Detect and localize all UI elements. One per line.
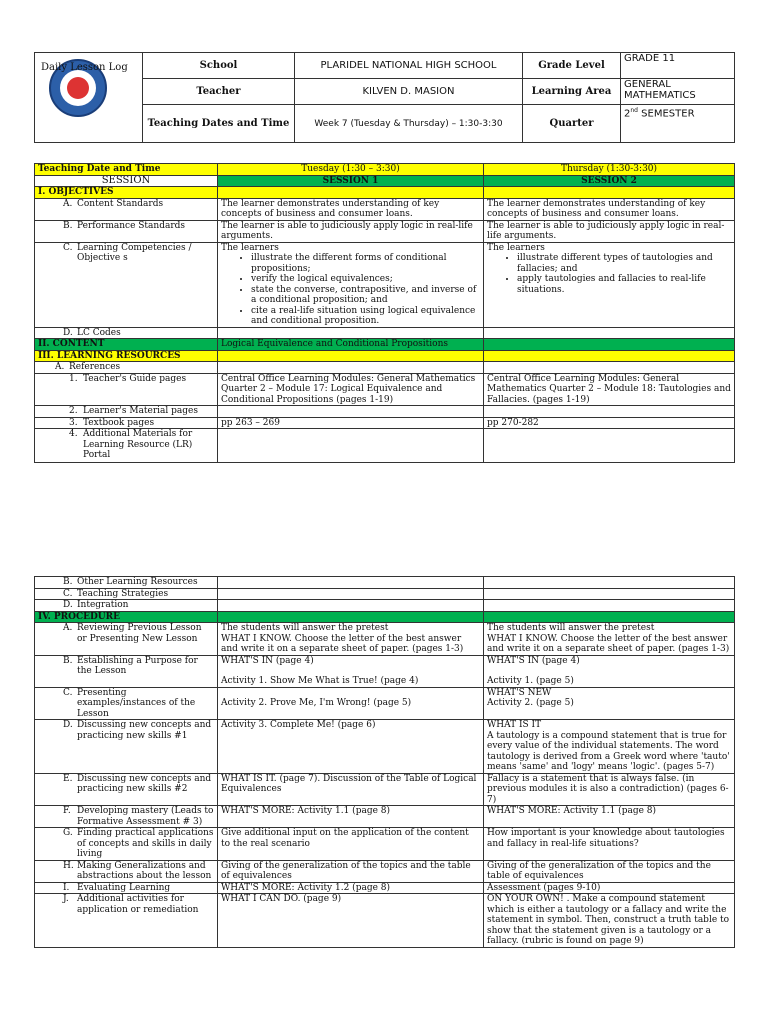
competency-item: • cite a real-life situation using logical equivalence and conditional proposition. — [251, 306, 480, 327]
additional-materials-label: 4. Additional Materials for Learning Resource (LR) Portal — [35, 429, 218, 463]
procedure-session-1-cell: Activity 2. Prove Me, I'm Wrong! (page 5) — [218, 687, 484, 720]
session-2-header: SESSION 2 — [484, 175, 735, 187]
procedure-session-2-cell: Assessment (pages 9-10) — [484, 882, 735, 894]
procedure-session-2-cell: The students will answer the pretest WHAT I KNOW. Choose the letter of the best answer and write it on a separate sheet of paper. (pages 1-3) — [484, 623, 735, 656]
procedure-session-1-cell: WHAT'S MORE: Activity 1.1 (page 8) — [218, 806, 484, 828]
other-resources-label: B. Other Learning Resources — [35, 577, 218, 589]
grade-value: GRADE 11 — [621, 53, 735, 79]
procedure-step-label: A. Reviewing Previous Lesson or Presenting New Lesson — [35, 623, 218, 656]
procedure-session-1-cell: Activity 3. Complete Me! (page 6) — [218, 720, 484, 774]
procedure-step-label: C. Presenting examples/instances of the Lesson — [35, 687, 218, 720]
content-standards-s1: The learner demonstrates understanding of key concepts of business and consumer loans. — [218, 198, 484, 220]
lm-pages-label: 2. Learner's Material pages — [35, 406, 218, 418]
procedure-row — [35, 687, 735, 720]
content-heading: II. CONTENT — [35, 339, 218, 351]
lc-codes-label: D. LC Codes — [35, 327, 218, 339]
content-value: Logical Equivalence and Conditional Propositions — [218, 339, 484, 351]
integration-label: D. Integration — [35, 600, 218, 612]
competency-item: • illustrate the different forms of conditional propositions; — [251, 253, 480, 274]
procedure-row — [35, 828, 735, 861]
tg-pages-label: 1. Teacher's Guide pages — [35, 373, 218, 406]
procedure-step-label: E. Discussing new concepts and practicing new skills #2 — [35, 773, 218, 806]
strategies-label: C. Teaching Strategies — [35, 588, 218, 600]
procedure-session-1-cell: Give additional input on the application of the content to the real scenario — [218, 828, 484, 861]
procedure-step-label: I. Evaluating Learning — [35, 882, 218, 894]
procedure-step-label: F. Developing mastery (Leads to Formative Assessment # 3) — [35, 806, 218, 828]
document-title: Daily Lesson Log — [41, 62, 128, 73]
procedure-step-label: D. Discussing new concepts and practicing new skills #1 — [35, 720, 218, 774]
procedure-session-1-cell: The students will answer the pretest WHAT I KNOW. Choose the letter of the best answer and write it on a separate sheet of paper. (pages 1-3) — [218, 623, 484, 656]
date-time-label: Teaching Date and Time — [35, 164, 218, 176]
procedure-row — [35, 806, 735, 828]
procedure-session-2-cell: WHAT'S IN (page 4) Activity 1. (page 5) — [484, 655, 735, 687]
competency-item: • state the converse, contrapositive, and inverse of a conditional proposition; and — [251, 285, 480, 306]
lesson-table-bottom — [34, 576, 735, 948]
competencies-label: C. Learning Competencies / Objective s — [35, 242, 218, 327]
content-standards-s2: The learner demonstrates understanding of key concepts of business and consumer loans. — [484, 198, 735, 220]
procedure-row — [35, 623, 735, 656]
school-value: PLARIDEL NATIONAL HIGH SCHOOL — [295, 53, 523, 79]
objectives-heading: I. OBJECTIVES — [35, 187, 218, 199]
procedure-step-label: B. Establishing a Purpose for the Lesson — [35, 655, 218, 687]
tuesday-date: Tuesday (1:30 – 3:30) — [218, 164, 484, 176]
school-label: School — [143, 53, 295, 79]
quarter-label: Quarter — [523, 105, 621, 143]
teacher-label: Teacher — [143, 79, 295, 105]
procedure-session-2-cell: WHAT IS IT A tautology is a compound statement that is true for every value of the individual statements. The word tautology is derived from a Greek word where 'tauto' means 'same' and 'logy' means 'logic'. (pages 5-7) — [484, 720, 735, 774]
competency-item: • verify the logical equivalences; — [251, 274, 480, 285]
competencies-s2: The learners • illustrate different types of tautologies and fallacies; and • apply tautologies and fallacies to real-life situations. — [484, 242, 735, 327]
tg-pages-s2: Central Office Learning Modules: General Mathematics Quarter 2 – Module 18: Tautologies and Fallacies. (pages 1-19) — [484, 373, 735, 406]
procedure-row — [35, 860, 735, 882]
references-label: A. References — [35, 362, 218, 374]
dates-value: Week 7 (Tuesday & Thursday) – 1:30-3:30 — [295, 105, 523, 143]
grade-label: Grade Level — [523, 53, 621, 79]
procedure-row — [35, 894, 735, 948]
procedure-row — [35, 882, 735, 894]
procedure-step-label: G. Finding practical applications of concepts and skills in daily living — [35, 828, 218, 861]
procedure-session-2-cell: WHAT'S NEW Activity 2. (page 5) — [484, 687, 735, 720]
procedure-step-label: H. Making Generalizations and abstractions about the lesson — [35, 860, 218, 882]
session-label: SESSION — [35, 175, 218, 187]
logo-cell — [35, 53, 143, 143]
content-standards-label: A. Content Standards — [35, 198, 218, 220]
procedure-session-2-cell: WHAT'S MORE: Activity 1.1 (page 8) — [484, 806, 735, 828]
dates-label: Teaching Dates and Time — [143, 105, 295, 143]
textbook-pages-s2: pp 270-282 — [484, 417, 735, 429]
competencies-s1: The learners • illustrate the different forms of conditional propositions; • verify the logical equivalences; • state the converse, contrapositive, and inverse of a conditional proposition; and • cite a real-life situation using logical equivalence and conditional proposition. — [218, 242, 484, 327]
area-label: Learning Area — [523, 79, 621, 105]
competency-item: • illustrate different types of tautologies and fallacies; and — [517, 253, 731, 274]
competency-item: • apply tautologies and fallacies to real-life situations. — [517, 274, 731, 295]
procedure-row — [35, 655, 735, 687]
textbook-pages-s1: pp 263 – 269 — [218, 417, 484, 429]
teacher-value: KILVEN D. MASION — [295, 79, 523, 105]
procedure-row — [35, 720, 735, 774]
procedure-session-2-cell: Giving of the generalization of the topics and the table of equivalences — [484, 860, 735, 882]
procedure-session-2-cell: Fallacy is a statement that is always false. (in previous modules it is also a contradiction) (pages 6-7) — [484, 773, 735, 806]
textbook-pages-label: 3. Textbook pages — [35, 417, 218, 429]
procedure-session-1-cell: WHAT I CAN DO. (page 9) — [218, 894, 484, 948]
performance-standards-label: B. Performance Standards — [35, 220, 218, 242]
thursday-date: Thursday (1:30-3:30) — [484, 164, 735, 176]
resources-heading: III. LEARNING RESOURCES — [35, 350, 218, 362]
procedure-session-2-cell: How important is your knowledge about tautologies and fallacy in real-life situations? — [484, 828, 735, 861]
procedure-session-1-cell: WHAT'S MORE: Activity 1.2 (page 8) — [218, 882, 484, 894]
procedure-session-1-cell: WHAT IS IT. (page 7). Discussion of the Table of Logical Equivalences — [218, 773, 484, 806]
area-value: GENERAL MATHEMATICS — [621, 79, 735, 105]
procedure-session-2-cell: ON YOUR OWN! . Make a compound statement which is either a tautology or a fallacy and write the statement in symbol. Then, construct a truth table to show that the statement given is a tautology or a fallacy. (rubric is found on page 9) — [484, 894, 735, 948]
procedure-row — [35, 773, 735, 806]
tg-pages-s1: Central Office Learning Modules: General Mathematics Quarter 2 – Module 17: Logical Equivalence and Conditional Propositions (pages 1-19) — [218, 373, 484, 406]
header-table — [34, 52, 735, 143]
performance-standards-s2: The learner is able to judiciously apply logic in real-life arguments. — [484, 220, 735, 242]
performance-standards-s1: The learner is able to judiciously apply logic in real-life arguments. — [218, 220, 484, 242]
session-1-header: SESSION 1 — [218, 175, 484, 187]
procedure-step-label: J. Additional activities for application or remediation — [35, 894, 218, 948]
procedure-session-1-cell: WHAT'S IN (page 4) Activity 1. Show Me What is True! (page 4) — [218, 655, 484, 687]
procedure-session-1-cell: Giving of the generalization of the topics and the table of equivalences — [218, 860, 484, 882]
quarter-value: 2nd SEMESTER — [621, 105, 735, 143]
procedure-heading: IV. PROCEDURE — [35, 611, 218, 623]
lesson-table-top — [34, 163, 735, 463]
